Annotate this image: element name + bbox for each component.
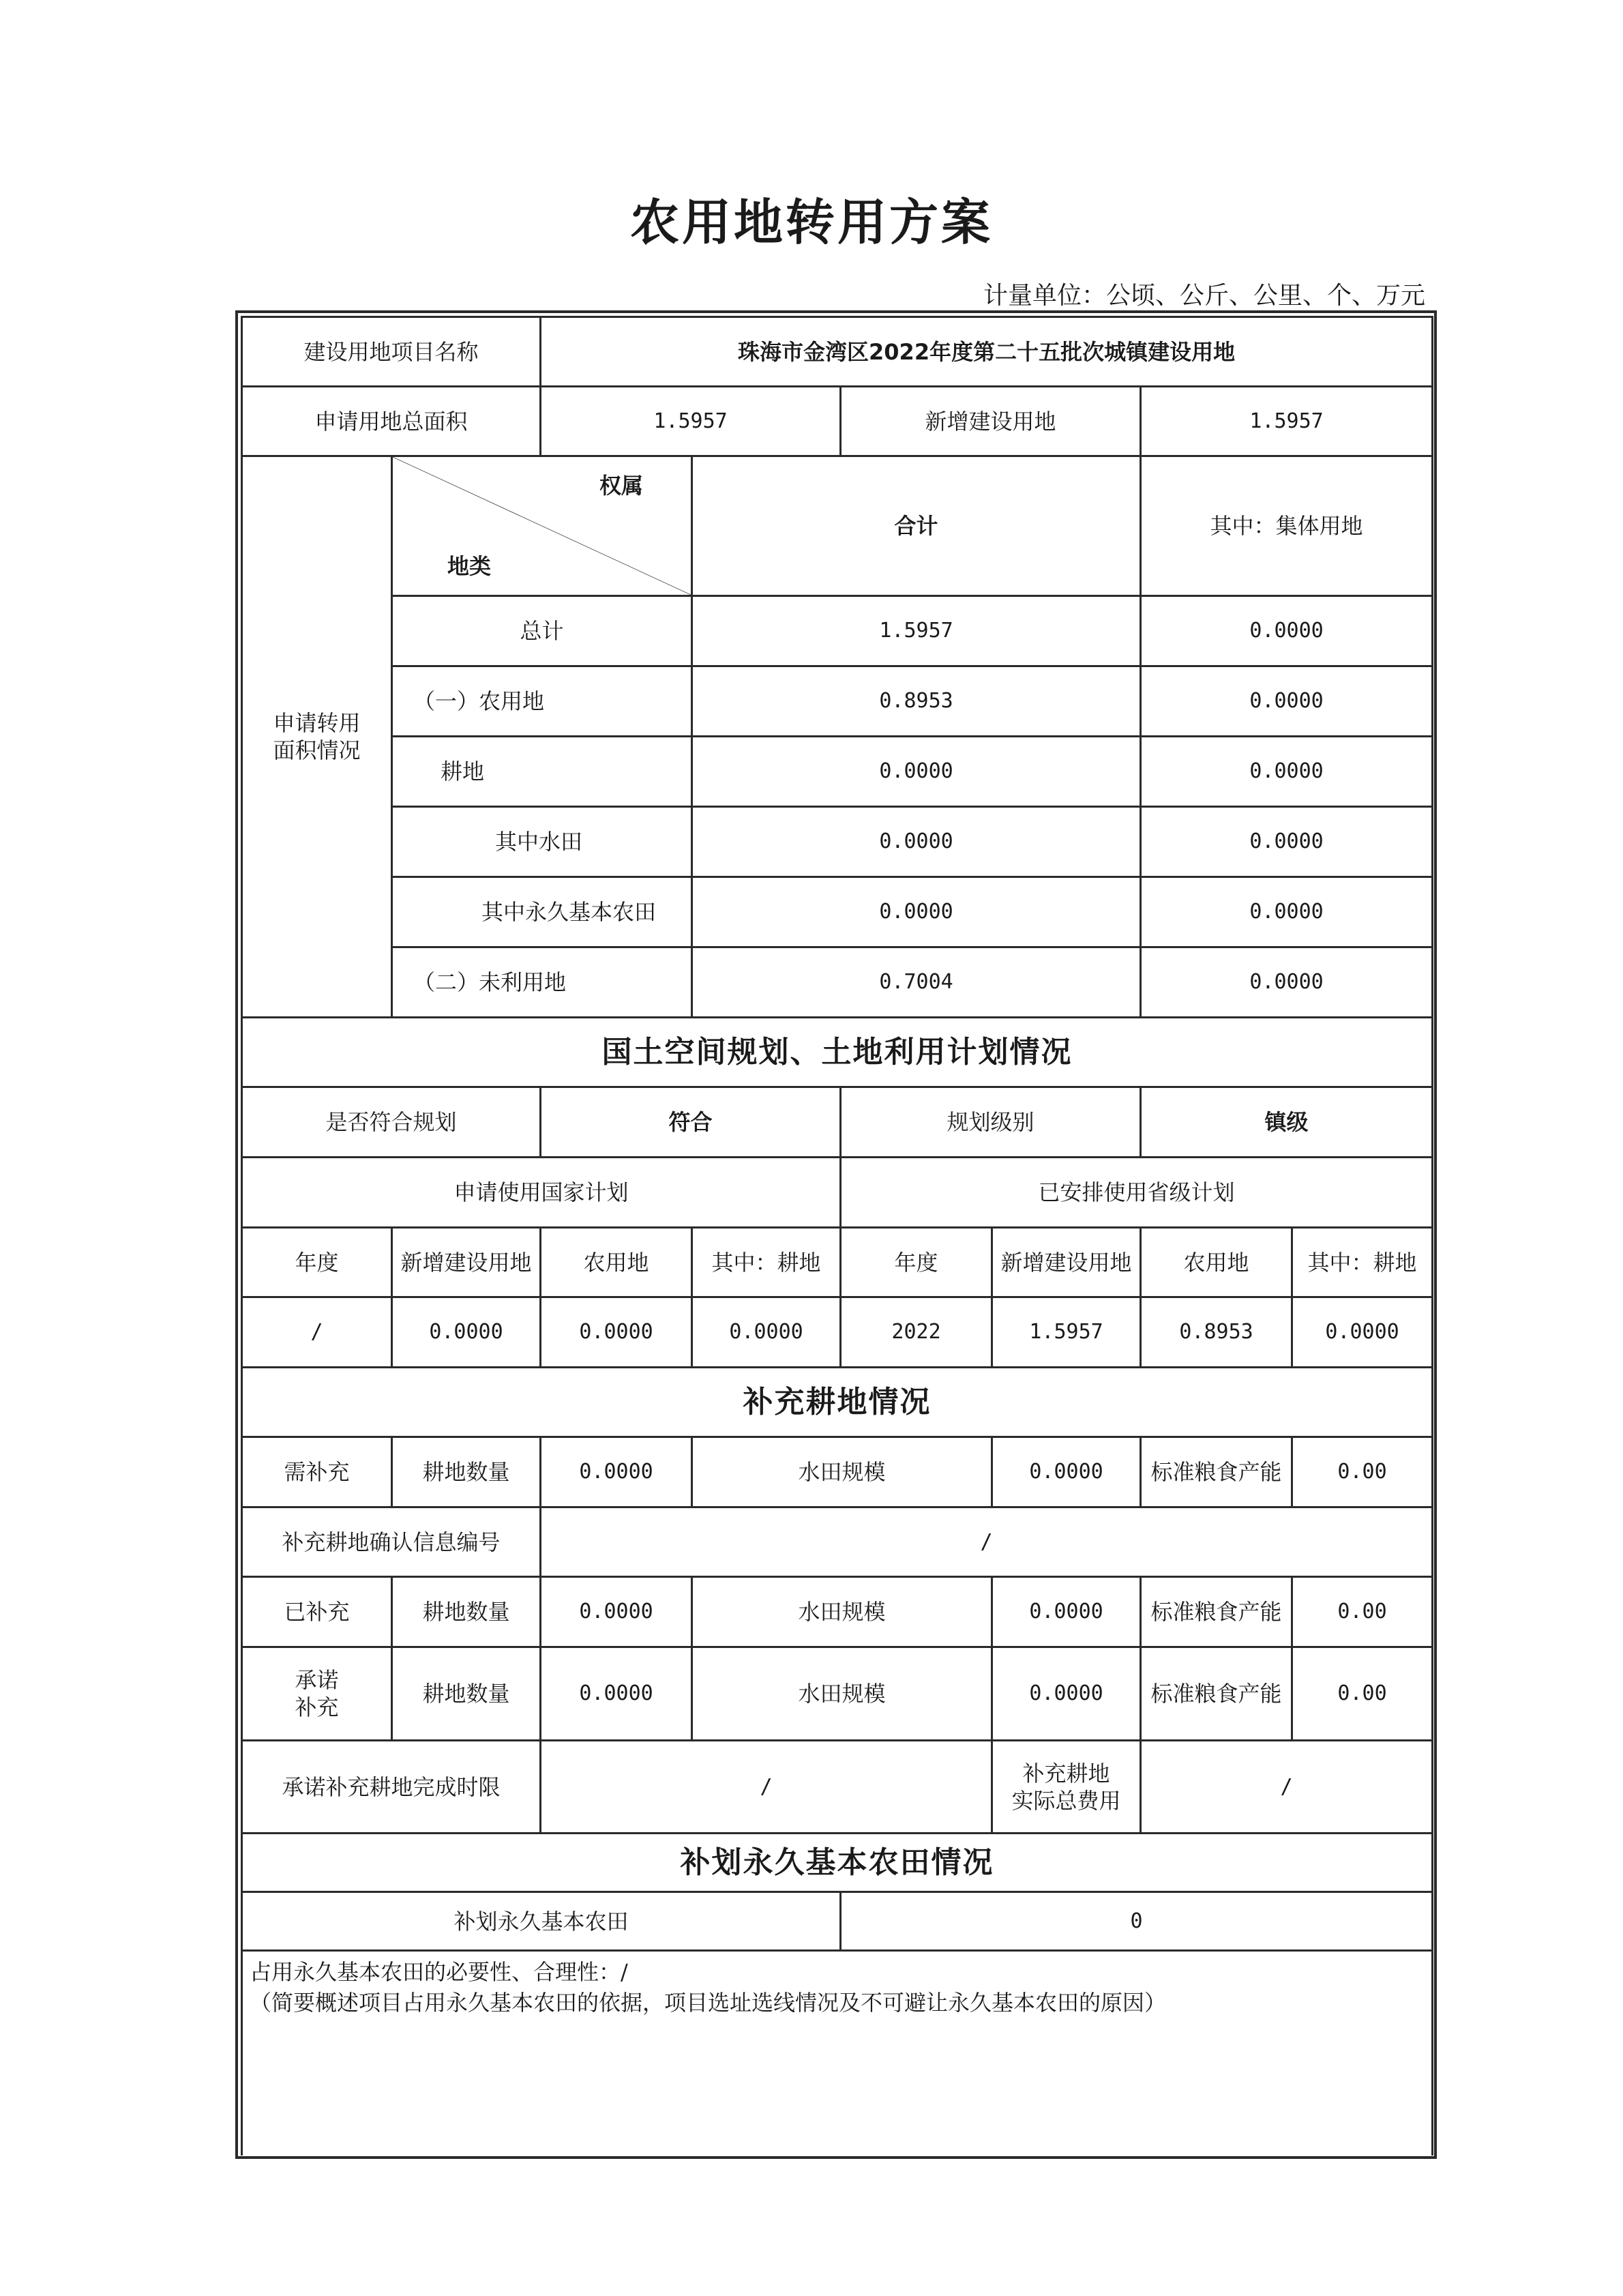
- grain-label: 标准粮食产能: [1141, 1437, 1292, 1507]
- row-collective: 0.0000: [1141, 947, 1433, 1018]
- qty-label: 耕地数量: [392, 1647, 541, 1741]
- cost-label: 补充耕地 实际总费用: [992, 1741, 1141, 1834]
- row-total: 0.0000: [692, 877, 1141, 947]
- farmland-row: [242, 1892, 1433, 1951]
- diagonal-line: [393, 457, 691, 595]
- necessity-line: 占用永久基本农田的必要性、合理性：/: [250, 1959, 628, 1985]
- promise-grain: 0.00: [1292, 1647, 1433, 1741]
- header-ownership: 权属: [599, 473, 644, 499]
- planning-section-row: [242, 1018, 1433, 1087]
- col-year-header: 年度: [242, 1228, 392, 1297]
- grain-label: 标准粮食产能: [1141, 1577, 1292, 1647]
- row-collective: 0.0000: [1141, 737, 1433, 807]
- confirm-no-value: /: [541, 1507, 1433, 1577]
- provincial-plan-label: 已安排使用省级计划: [841, 1158, 1433, 1228]
- planning-conform-row: [242, 1087, 1433, 1158]
- table-row: [242, 807, 1433, 877]
- col-collective-header: 其中：集体用地: [1141, 456, 1433, 596]
- deadline-row: [242, 1741, 1433, 1834]
- national-plan-label: 申请使用国家计划: [242, 1158, 841, 1228]
- cost-value: /: [1141, 1741, 1433, 1834]
- paddy-label: 水田规模: [692, 1437, 992, 1507]
- table-row: [242, 666, 1433, 737]
- row-total: 1.5957: [692, 596, 1141, 666]
- col-new-construction-header: 新增建设用地: [992, 1228, 1141, 1297]
- row-label: （二）未利用地: [392, 947, 692, 1018]
- col-total-header: 合计: [692, 456, 1141, 596]
- project-name-label: 建设用地项目名称: [242, 317, 541, 387]
- done-grain: 0.00: [1292, 1577, 1433, 1647]
- row-collective: 0.0000: [1141, 877, 1433, 947]
- confirm-no-row: [242, 1507, 1433, 1577]
- done-supplement-row: [242, 1577, 1433, 1647]
- conform-value: 符合: [541, 1087, 841, 1158]
- paddy-label: 水田规模: [692, 1577, 992, 1647]
- col-new-construction-header: 新增建设用地: [392, 1228, 541, 1297]
- row-total: 0.0000: [692, 807, 1141, 877]
- promise-label: 承诺 补充: [242, 1647, 392, 1741]
- farmland-section-row: [242, 1834, 1433, 1892]
- measurement-units: 计量单位：公顷、公斤、公里、个、万元: [983, 282, 1425, 310]
- table-row: [242, 877, 1433, 947]
- promise-supplement-row: [242, 1647, 1433, 1741]
- row-total: 0.7004: [692, 947, 1141, 1018]
- need-paddy: 0.0000: [992, 1437, 1141, 1507]
- national-year: /: [242, 1297, 392, 1368]
- need-label: 需补充: [242, 1437, 392, 1507]
- promise-paddy: 0.0000: [992, 1647, 1141, 1741]
- farmland-section-title: 补划永久基本农田情况: [242, 1834, 1433, 1892]
- project-name-row: [242, 317, 1433, 387]
- provincial-agricultural: 0.8953: [1141, 1297, 1292, 1368]
- row-label: （一）农用地: [392, 666, 692, 737]
- paddy-label: 水田规模: [692, 1647, 992, 1741]
- supplement-section-title: 补充耕地情况: [242, 1368, 1433, 1437]
- qty-label: 耕地数量: [392, 1437, 541, 1507]
- table-row: [242, 596, 1433, 666]
- national-agricultural: 0.0000: [541, 1297, 692, 1368]
- diagonal-header-cell: [392, 456, 692, 596]
- conversion-group-label: 申请转用 面积情况: [242, 456, 392, 1018]
- project-name-value: 珠海市金湾区2022年度第二十五批次城镇建设用地: [541, 317, 1433, 387]
- col-year-header: 年度: [841, 1228, 992, 1297]
- level-label: 规划级别: [841, 1087, 1141, 1158]
- plan-header-row: [242, 1228, 1433, 1297]
- done-paddy: 0.0000: [992, 1577, 1141, 1647]
- header-land-type: 地类: [447, 553, 492, 579]
- row-total: 0.0000: [692, 737, 1141, 807]
- new-construction-label: 新增建设用地: [841, 387, 1141, 456]
- confirm-no-label: 补充耕地确认信息编号: [242, 1507, 541, 1577]
- need-supplement-row: [242, 1437, 1433, 1507]
- national-new-construction: 0.0000: [392, 1297, 541, 1368]
- need-grain: 0.00: [1292, 1437, 1433, 1507]
- planning-section-title: 国土空间规划、土地利用计划情况: [242, 1018, 1433, 1087]
- done-qty: 0.0000: [541, 1577, 692, 1647]
- provincial-cultivated: 0.0000: [1292, 1297, 1433, 1368]
- row-label: 耕地: [392, 737, 692, 807]
- qty-label: 耕地数量: [392, 1577, 541, 1647]
- promise-qty: 0.0000: [541, 1647, 692, 1741]
- need-qty: 0.0000: [541, 1437, 692, 1507]
- deadline-value: /: [541, 1741, 992, 1834]
- farmland-label: 补划永久基本农田: [242, 1892, 841, 1951]
- row-collective: 0.0000: [1141, 666, 1433, 737]
- supplement-section-row: [242, 1368, 1433, 1437]
- total-area-row: [242, 387, 1433, 456]
- farmland-value: 0: [841, 1892, 1433, 1951]
- plan-type-row: [242, 1158, 1433, 1228]
- grain-label: 标准粮食产能: [1141, 1647, 1292, 1741]
- plan-values-row: [242, 1297, 1433, 1368]
- total-area-label: 申请用地总面积: [242, 387, 541, 456]
- done-label: 已补充: [242, 1577, 392, 1647]
- row-collective: 0.0000: [1141, 807, 1433, 877]
- necessity-note: [242, 1951, 1433, 2155]
- new-construction-value: 1.5957: [1141, 387, 1433, 456]
- col-agricultural-header: 农用地: [1141, 1228, 1292, 1297]
- row-label: 其中永久基本农田: [392, 877, 692, 947]
- row-collective: 0.0000: [1141, 596, 1433, 666]
- conversion-header-row: [242, 456, 1433, 596]
- table-row: [242, 737, 1433, 807]
- total-area-value: 1.5957: [541, 387, 841, 456]
- table-row: [242, 947, 1433, 1018]
- instruction-line: （简要概述项目占用永久基本农田的依据，项目选址选线情况及不可避让永久基本农田的原因）: [250, 1989, 1167, 2016]
- page-title: 农用地转用方案: [629, 194, 993, 251]
- necessity-row: [242, 1951, 1433, 2155]
- col-cultivated-header: 其中：耕地: [692, 1228, 841, 1297]
- level-value: 镇级: [1141, 1087, 1433, 1158]
- provincial-new-construction: 1.5957: [992, 1297, 1141, 1368]
- land-conversion-form: [241, 316, 1433, 2155]
- national-cultivated: 0.0000: [692, 1297, 841, 1368]
- deadline-label: 承诺补充耕地完成时限: [242, 1741, 541, 1834]
- col-cultivated-header: 其中：耕地: [1292, 1228, 1433, 1297]
- provincial-year: 2022: [841, 1297, 992, 1368]
- row-label: 总计: [392, 596, 692, 666]
- conform-label: 是否符合规划: [242, 1087, 541, 1158]
- col-agricultural-header: 农用地: [541, 1228, 692, 1297]
- row-total: 0.8953: [692, 666, 1141, 737]
- row-label: 其中水田: [392, 807, 692, 877]
